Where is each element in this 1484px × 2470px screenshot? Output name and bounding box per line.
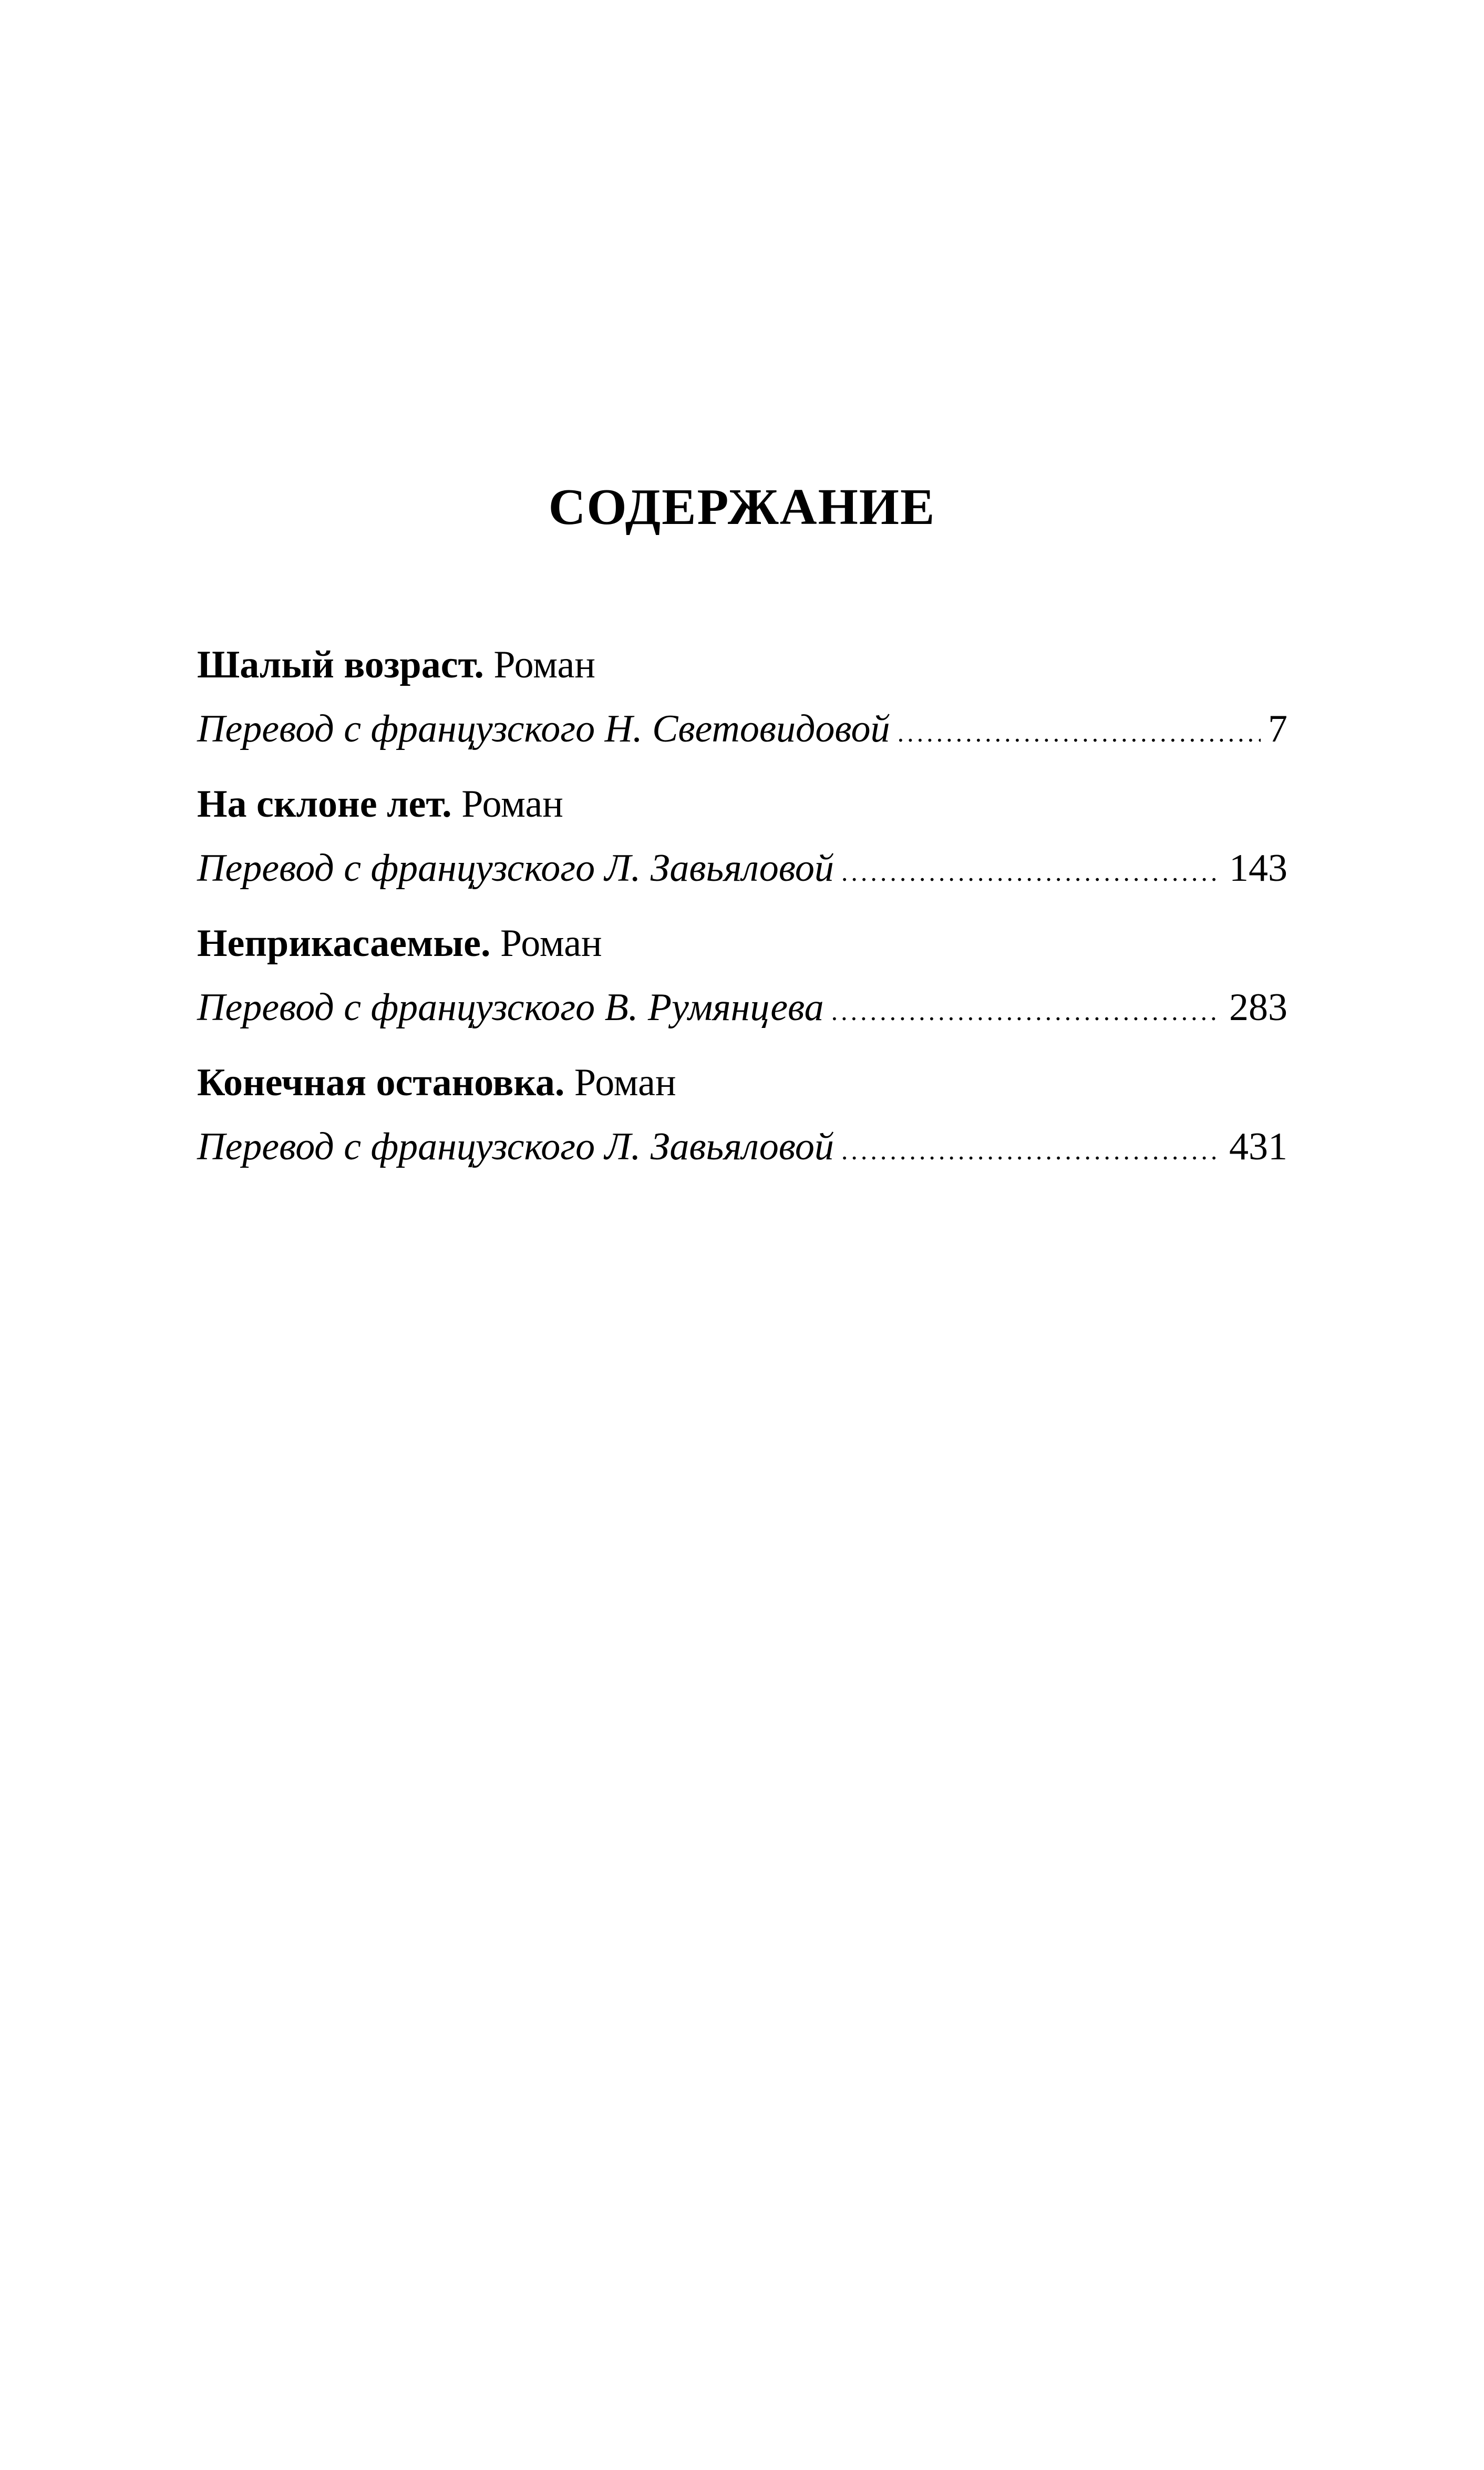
work-genre: Роман	[493, 643, 595, 686]
work-title: На склоне лет.	[197, 783, 452, 826]
translator-credit: Перевод с французского Л. Завьяловой	[197, 847, 834, 890]
work-title: Конечная остановка.	[197, 1061, 565, 1104]
toc-entry[interactable]	[197, 1051, 1287, 1180]
page-number[interactable]: 7	[1268, 707, 1287, 750]
translator-credit: Перевод с французского В. Румянцева	[197, 986, 824, 1029]
page-number[interactable]: 283	[1229, 986, 1287, 1029]
toc-entry[interactable]	[197, 633, 1287, 762]
entry-translator-line	[197, 696, 1287, 762]
work-genre: Роман	[500, 922, 602, 965]
entry-translator-line	[197, 1114, 1287, 1180]
entry-translator-line	[197, 836, 1287, 901]
dot-leader	[841, 1118, 1222, 1183]
work-title: Неприкасаемые.	[197, 922, 491, 965]
table-of-contents	[197, 633, 1287, 1190]
work-genre: Роман	[461, 783, 563, 826]
page-title: СОДЕРЖАНИЕ	[548, 479, 936, 536]
entry-title-line	[197, 773, 1287, 836]
work-title: Шалый возраст.	[197, 643, 484, 686]
entry-translator-line	[197, 975, 1287, 1041]
dot-leader	[831, 979, 1222, 1044]
toc-entry[interactable]	[197, 912, 1287, 1041]
toc-entry[interactable]	[197, 773, 1287, 901]
entry-title-line	[197, 912, 1287, 975]
entry-title-line	[197, 1051, 1287, 1114]
entry-title-line	[197, 633, 1287, 696]
dot-leader	[841, 839, 1222, 905]
page-number[interactable]: 143	[1229, 847, 1287, 890]
translator-credit: Перевод с французского Н. Световидовой	[197, 707, 890, 750]
page-number[interactable]: 431	[1229, 1125, 1287, 1168]
translator-credit: Перевод с французского Л. Завьяловой	[197, 1125, 834, 1168]
work-genre: Роман	[574, 1061, 676, 1104]
dot-leader	[898, 700, 1261, 766]
